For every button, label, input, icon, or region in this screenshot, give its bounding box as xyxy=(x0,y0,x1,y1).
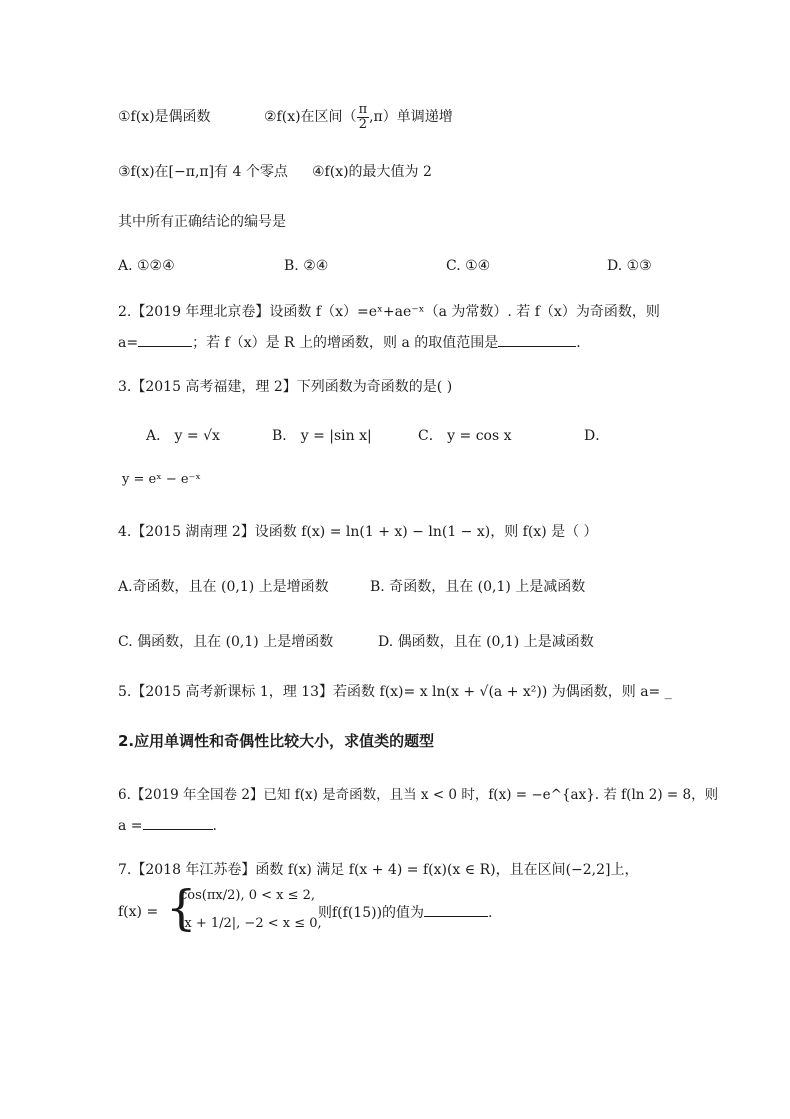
q2-a-label: a= xyxy=(118,335,139,351)
q6-answer-blank[interactable] xyxy=(143,815,213,830)
q3-choice-d-expression: y = eˣ − e⁻ˣ xyxy=(122,472,201,487)
q2-line-1: 2.【2019 年理北京卷】设函数 f（x）=eˣ+ae⁻ˣ（a 为常数）. 若 f（x）为奇函数，则 xyxy=(118,304,660,320)
q1-choice-b: B. ②④ xyxy=(284,258,329,274)
q7-case-2: |x + 1/2|, −2 < x ≤ 0, xyxy=(180,916,322,931)
q2-line-2 xyxy=(118,332,581,353)
q1-choice-d: D. ①③ xyxy=(607,258,652,274)
q7-case-1: cos(πx/2), 0 < x ≤ 2, xyxy=(180,888,316,903)
q3-choice-a: A． y = √x xyxy=(146,428,220,444)
q2-answer-blank-1[interactable] xyxy=(138,332,192,347)
q7-brace: { xyxy=(166,880,197,936)
q3-choice-c: C． y = cos x xyxy=(418,428,512,444)
q1-option-3: ③f(x)在[−π,π]有 4 个零点 xyxy=(118,164,288,180)
q7-tail xyxy=(318,902,492,923)
q6-line-1: 6.【2019 年全国卷 2】已知 f(x) 是奇函数，且当 x < 0 时，f(x) = −e^{ax}. 若 f(ln 2) = 8，则 xyxy=(118,787,719,803)
q4-choice-b: B. 奇函数，且在 (0,1) 上是减函数 xyxy=(370,579,586,595)
q1-choice-a: A. ①②④ xyxy=(118,258,175,274)
q1-option-2-fraction xyxy=(357,103,370,132)
q1-prompt: 其中所有正确结论的编号是 xyxy=(118,214,286,230)
q4-choice-a: A.奇函数，且在 (0,1) 上是增函数 xyxy=(118,579,329,595)
q6-line-2 xyxy=(118,815,217,836)
q1-option-2 xyxy=(264,98,453,136)
q1-fraction-denominator: 2 xyxy=(358,116,367,132)
q4-choice-c: C. 偶函数，且在 (0,1) 上是增函数 xyxy=(118,634,334,650)
q2-line-2-end: . xyxy=(576,335,581,351)
q1-option-2-post: ,π）单调递增 xyxy=(369,109,453,125)
q2-answer-blank-2[interactable] xyxy=(498,332,576,347)
q7-end: . xyxy=(488,905,493,921)
q6-line-2-end: . xyxy=(212,818,217,834)
q2-line-2-middle: ；若 f（x）是 R 上的增函数，则 a 的取值范围是 xyxy=(192,335,499,351)
q1-choice-c: C. ①④ xyxy=(446,258,491,274)
q1-fraction-numerator: π xyxy=(358,101,368,117)
q7-fx-label: f(x) = xyxy=(118,904,159,920)
q7-tail-text: 则f(f(15))的值为 xyxy=(318,905,425,921)
q5-line-1: 5.【2015 高考新课标 1，理 13】若函数 f(x)= x ln(x + √(a + x²)) 为偶函数，则 a= _ xyxy=(118,684,672,700)
q4-choice-d: D. 偶函数，且在 (0,1) 上是减函数 xyxy=(378,634,594,650)
q1-option-2-pre: ②f(x)在区间（ xyxy=(264,109,357,125)
q3-line-1: 3.【2015 高考福建，理 2】下列函数为奇函数的是( ) xyxy=(118,379,453,395)
q3-choice-b: B． y = |sin x| xyxy=(272,428,372,444)
q3-choice-d: D． xyxy=(584,428,610,444)
q1-option-1: ①f(x)是偶函数 xyxy=(118,109,211,125)
q6-a-label: a = xyxy=(118,818,143,834)
section-2-title: 2.应用单调性和奇偶性比较大小，求值类的题型 xyxy=(118,732,435,750)
q7-line-1: 7.【2018 年江苏卷】函数 f(x) 满足 f(x + 4) = f(x)(x ∈ R)，且在区间(−2,2]上， xyxy=(118,862,639,878)
q4-line-1: 4.【2015 湖南理 2】设函数 f(x) = ln(1 + x) − ln(1 − x)，则 f(x) 是（ ） xyxy=(118,524,598,540)
q7-answer-blank[interactable] xyxy=(424,902,488,917)
q1-option-4: ④f(x)的最大值为 2 xyxy=(312,164,432,180)
